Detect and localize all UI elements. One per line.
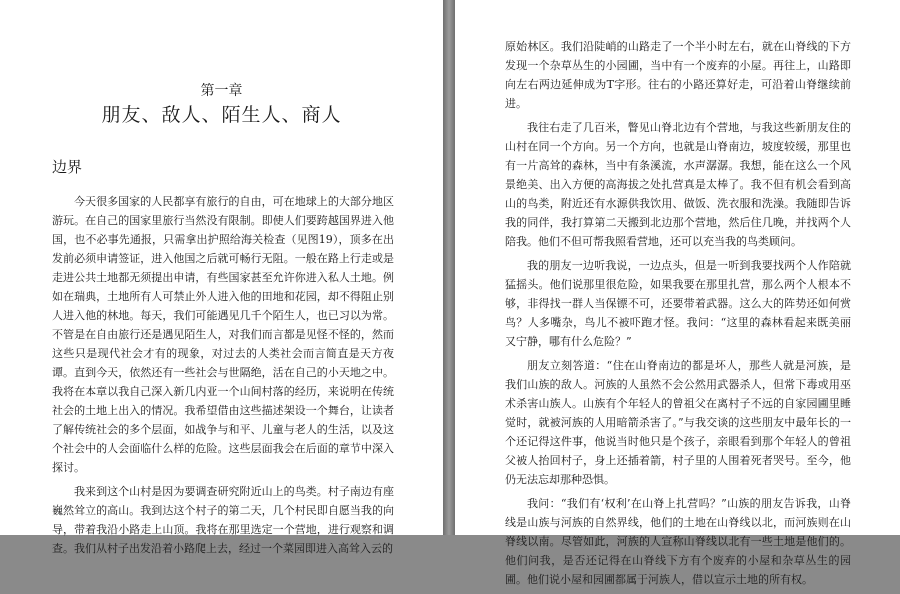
paragraph: 朋友立刻答道：“住在山脊南边的都是坏人，那些人就是河族，是我们山族的敌人。河族的人虽然不会公然用武器杀人，但常下毒或用巫术杀害山族人。山族有个年轻人的曾祖父在离村子不远的自家园圃里睡觉时，就被河族的人用暗箭杀害了。”与我交谈的这些朋友中最年长的一个还记得这件事，他说当时他只是个孩子，亲眼看到那个年轻人的曾祖父被人抬回村子，身上还插着箭，村子里的人围着死者哭号。至今，他仍无法忘却那种恐惧。	[505, 359, 851, 486]
section-heading: 边界	[52, 158, 83, 176]
paragraph: 我的朋友一边听我说，一边点头，但是一听到我要找两个人作陪就猛摇头。他们说那里很危险，如果我要在那里扎营，那么两个人根本不够，非得找一群人当保镖不可，还要带着武器。这么大的阵势还如何赏鸟？人多嘴杂，鸟儿不被吓跑才怪。我问：“这里的森林看起来既美丽又宁静，哪有什么危险？”	[505, 259, 851, 348]
left-page-body	[52, 192, 394, 563]
paragraph: 我问：“我们有‘权利’在山脊上扎营吗？”山族的朋友告诉我，山脊线是山族与河族的自然界线，他们的土地在山脊线以北，而河族则在山脊线以南。尽管如此，河族的人宣称山脊线以北有一些土地是他们的。他们问我，是否还记得在山脊线下方有个废弃的小屋和杂草丛生的园圃。他们说小屋和园圃都属于河族人，借以宣示土地的所有权。	[505, 497, 851, 586]
paragraph: 我来到这个山村是因为要调查研究附近山上的鸟类。村子南边有座巍然耸立的高山。我到达这个村子的第二天，几个村民即自愿当我的向导，带着我沿小路走上山顶。我将在那里选定一个营地，进行观察和调查。我们从村子出发沿着小路爬上去，经过一个菜园即进入高耸入云的	[52, 485, 394, 555]
page-gutter	[443, 0, 455, 535]
left-page	[0, 0, 443, 555]
paragraph: 我往右走了几百米，瞥见山脊北边有个营地，与我这些新朋友住的山村在同一个方向。另一个方向，也就是山脊南边，坡度较缓，那里也有一片高耸的森林，当中有条溪流，水声潺潺。我想，能在这么一个风景绝美、出入方便的高海拔之处扎营真是太棒了。我不但有机会看到高山的鸟类，附近还有水源供我饮用、做饭、洗衣服和洗澡。我随即告诉我的同伴，我打算第二天搬到北边那个营地，然后住几晚，并找两个人陪我。他们不但可帮我照看营地，还可以充当我的鸟类顾问。	[505, 121, 851, 248]
paragraph-continued: 原始林区。我们沿陡峭的山路走了一个半小时左右，就在山脊线的下方发现一个杂草丛生的小园圃，当中有一个废弃的小屋。再往上，山路即向左右两边延伸成为T字形。往右的小路还算好走，可沿着山脊继续前进。	[505, 40, 851, 110]
chapter-title: 朋友、敌人、陌生人、商人	[101, 104, 342, 126]
chapter-number: 第一章	[200, 83, 243, 99]
right-page	[455, 0, 900, 586]
paragraph: 今天很多国家的人民都享有旅行的自由，可在地球上的大部分地区游玩。在自己的国家里旅行当然没有限制。即使人们要跨越国界进入他国，也不必事先通报，只需拿出护照给海关检查（见图19），顶多在出发前必须申请签证，进入他国之后就可畅行无阻。一般在路上行走或是走进公共土地都无须提出申请，有些国家甚至允许你进入私人土地。例如在瑞典，土地所有人可禁止外人进入他的田地和花园，却不得阻止别人进入他的林地。每天，我们可能遇见几千个陌生人，也已习以为常。不管是在自由旅行还是遇见陌生人，对我们而言都是见怪不怪的，然而这些只是现代社会才有的现象，对过去的人类社会而言简直是天方夜谭。直到今天，依然还有一些社会与世隔绝，活在自己的小天地之中。我将在本章以我自己深入新几内亚一个山间村落的经历，来说明在传统社会的土地上出入的情况。我希望借由这些描述架设一个舞台，让读者了解传统社会的多个层面，如战争与和平、儿童与老人的生活，以及这个社会中的人会面临什么样的危险。这些层面我会在后面的章节中深入探讨。	[52, 195, 394, 474]
right-page-body	[505, 37, 851, 594]
